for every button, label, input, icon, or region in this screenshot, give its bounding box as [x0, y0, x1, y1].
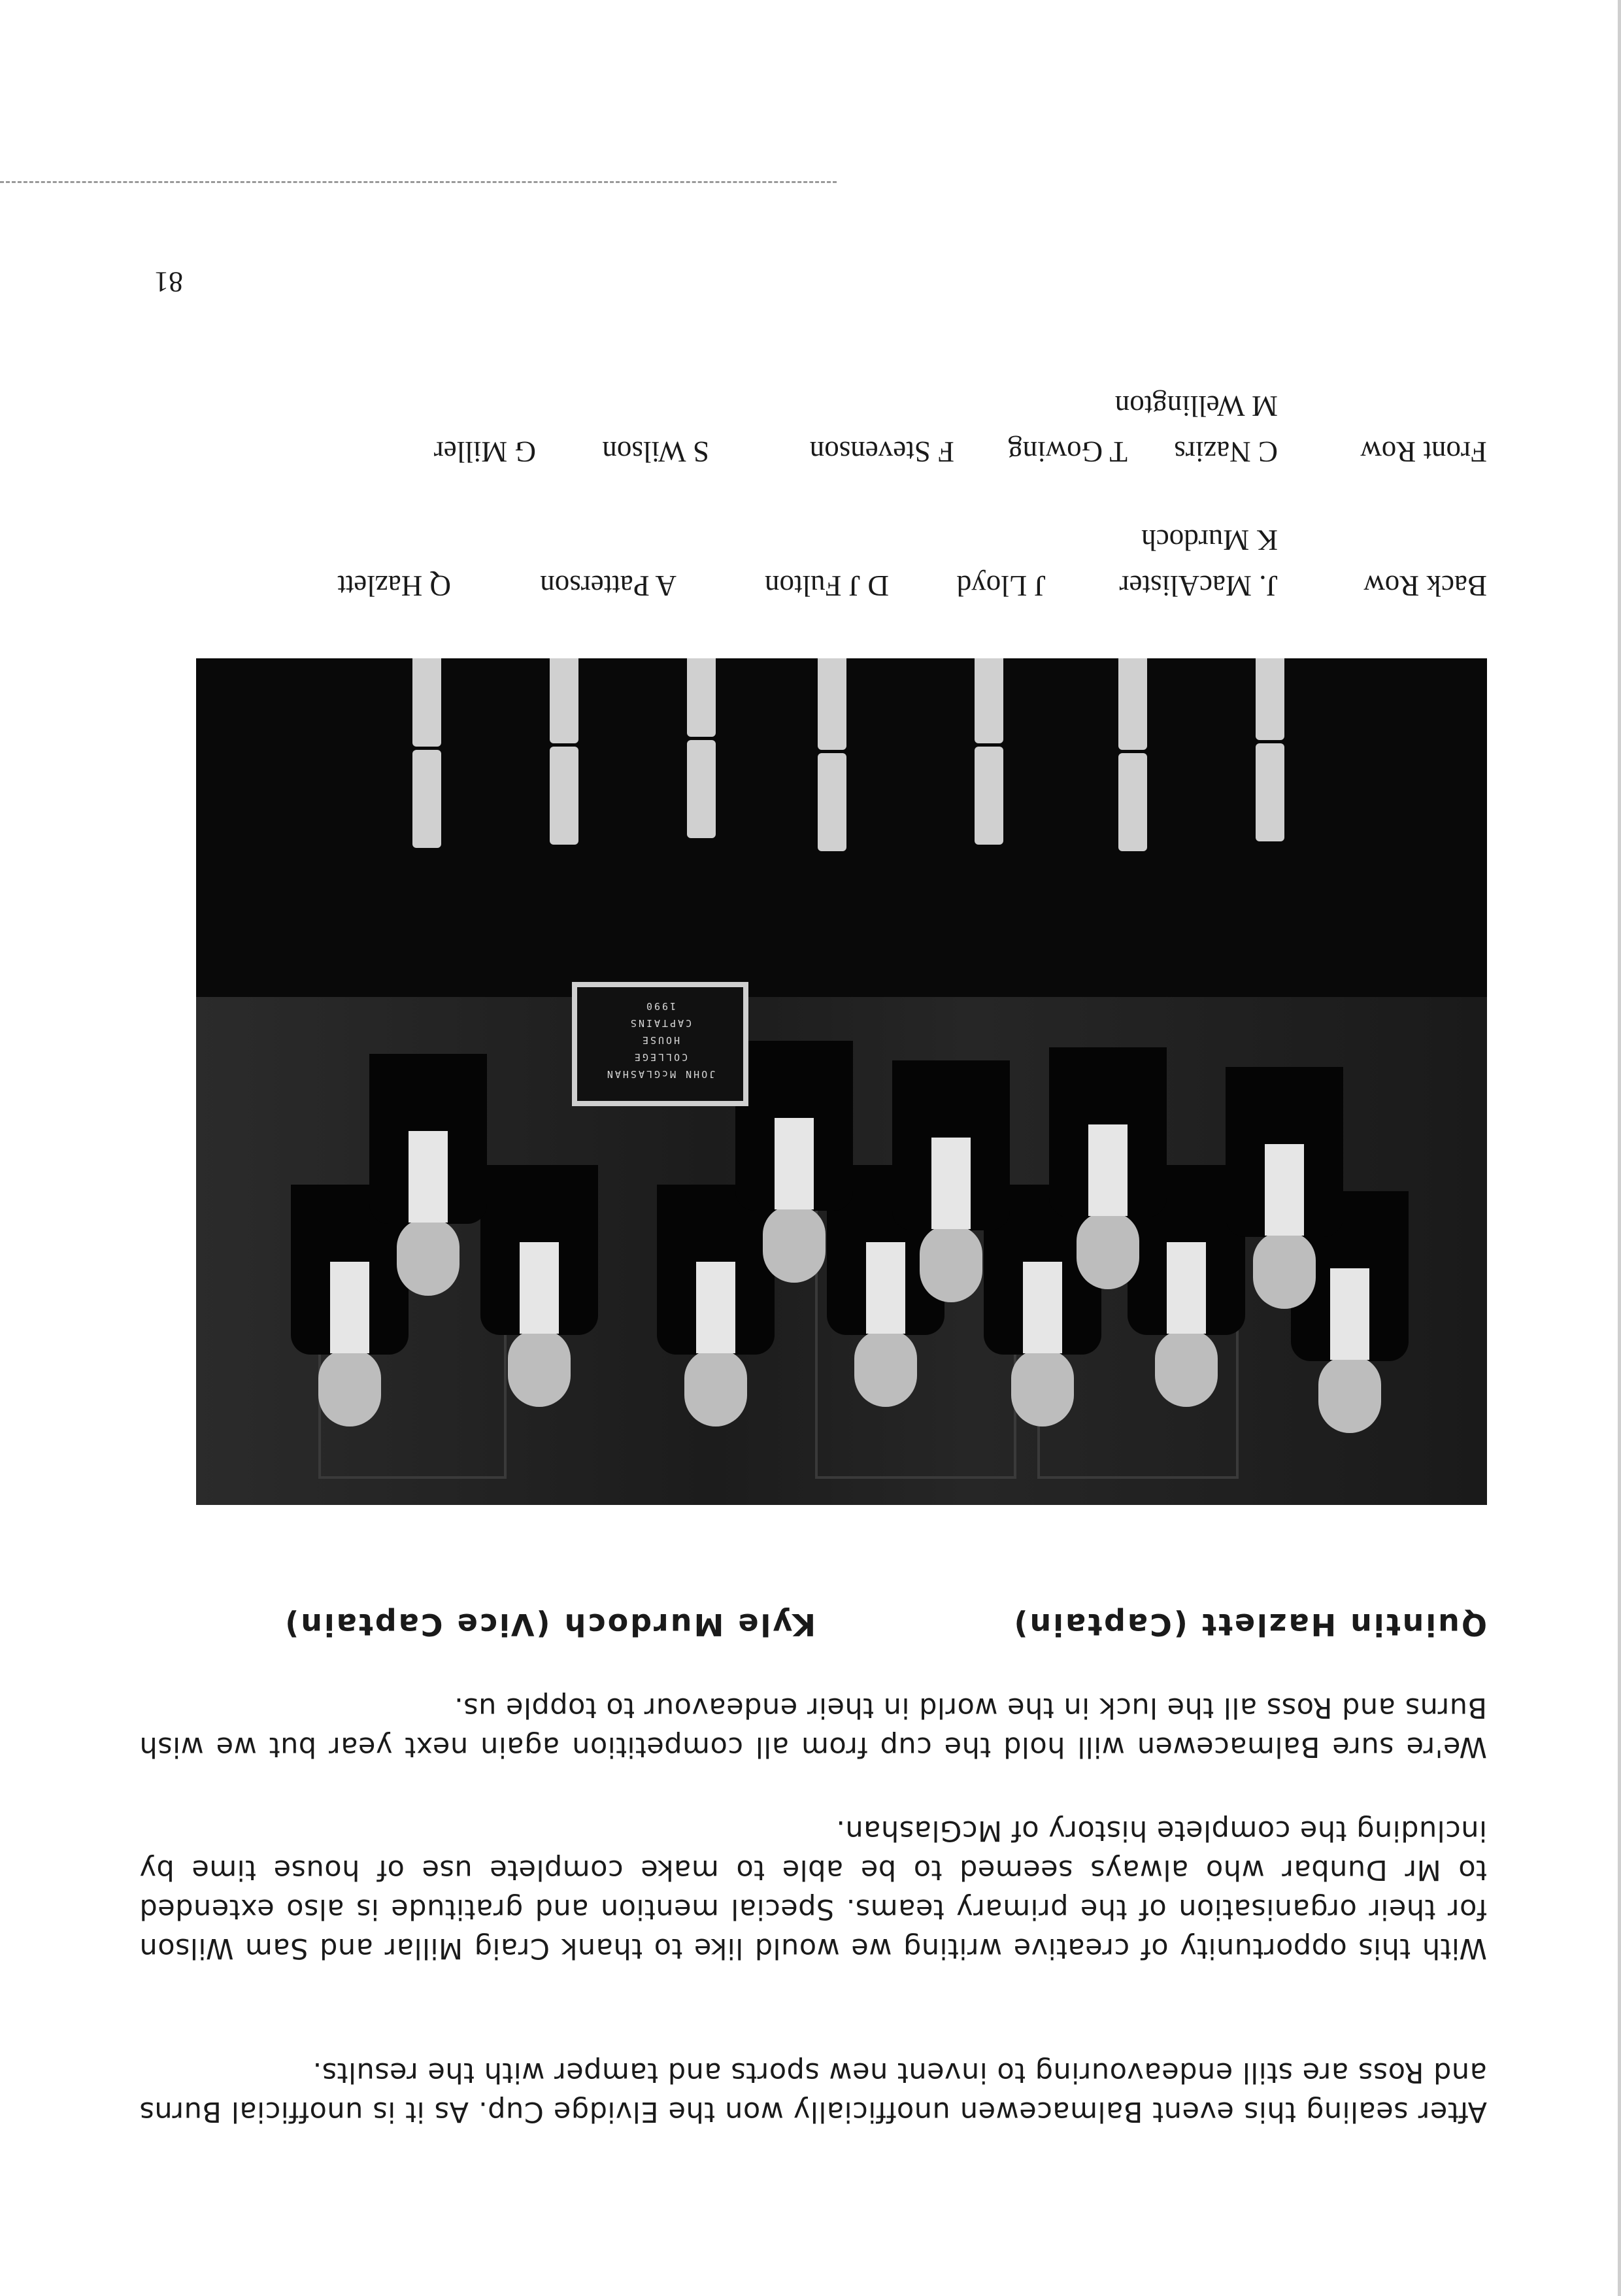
- name-wilson: S Wilson: [602, 435, 709, 468]
- vice-captain-name: Kyle Murdoch (Vice Captain): [283, 1607, 816, 1642]
- student-figure: [500, 1242, 578, 1407]
- name-wellington: M Wellington: [1114, 390, 1278, 422]
- student-figure: [1147, 1242, 1226, 1407]
- house-captains-photo: [196, 658, 1487, 1505]
- student-figure: [310, 1262, 389, 1427]
- student-figure: [389, 1131, 467, 1296]
- student-figure: [1069, 1124, 1147, 1289]
- name-fulton: D J Fulton: [764, 569, 889, 602]
- name-miller: G Miller: [433, 435, 536, 468]
- student-legs: [931, 707, 1003, 845]
- name-macalister: J. MacAlister: [1119, 569, 1278, 602]
- paragraph-3: We're sure Balmacewen will hold the cup from all competition again next year but we wish Burns and Ross all the luck in the world in their endeavour to topple us.: [139, 1691, 1487, 1763]
- student-legs: [1212, 704, 1284, 841]
- house-captains-plaque: JOHN McGLASHAN COLLEGE HOUSE CAPTAINS 1990: [572, 982, 748, 1106]
- student-legs: [369, 711, 441, 848]
- scan-artifact-line: [0, 181, 837, 183]
- front-row-label: Front Row: [1360, 435, 1487, 468]
- student-legs: [507, 707, 578, 845]
- paragraph-1: After sealing this event Balmacewen unofficially won the Elvidge Cup. As it is unofficial Burns and Ross are still endeavouring to invent new sports and tamper with the results.: [139, 2056, 1487, 2128]
- name-nazirs: C Nazirs: [1174, 435, 1278, 468]
- student-figure: [677, 1262, 755, 1427]
- student-legs: [1075, 714, 1147, 851]
- student-figure: [755, 1118, 833, 1283]
- name-murdoch: K Murdoch: [1141, 524, 1278, 556]
- student-legs: [775, 714, 846, 851]
- student-legs: [644, 701, 716, 838]
- name-hazlett: Q Hazlett: [337, 569, 451, 602]
- name-stevenson: F Stevenson: [809, 435, 954, 468]
- paragraph-2: With this opportunity of creative writing we would like to thank Craig Millar and Sam Wilson for their organisation of the primary teams. Special mention and gratitude is also extended to Mr Dunbar who always seemed to be able to make complete use of house time by including the complete history of McGlashan.: [139, 1814, 1487, 1965]
- back-row-label: Back Row: [1363, 569, 1487, 602]
- name-lloyd: J Lloyd: [956, 569, 1046, 602]
- student-figure: [912, 1138, 990, 1302]
- name-gowing: T Gowing: [1008, 435, 1128, 468]
- scan-binding-edge: [1618, 0, 1621, 2296]
- student-figure: [1245, 1144, 1324, 1309]
- captain-name: Quintin Hazlett (Captain): [1012, 1607, 1487, 1642]
- name-patterson: A Patterson: [540, 569, 677, 602]
- page-number: 81: [154, 266, 183, 298]
